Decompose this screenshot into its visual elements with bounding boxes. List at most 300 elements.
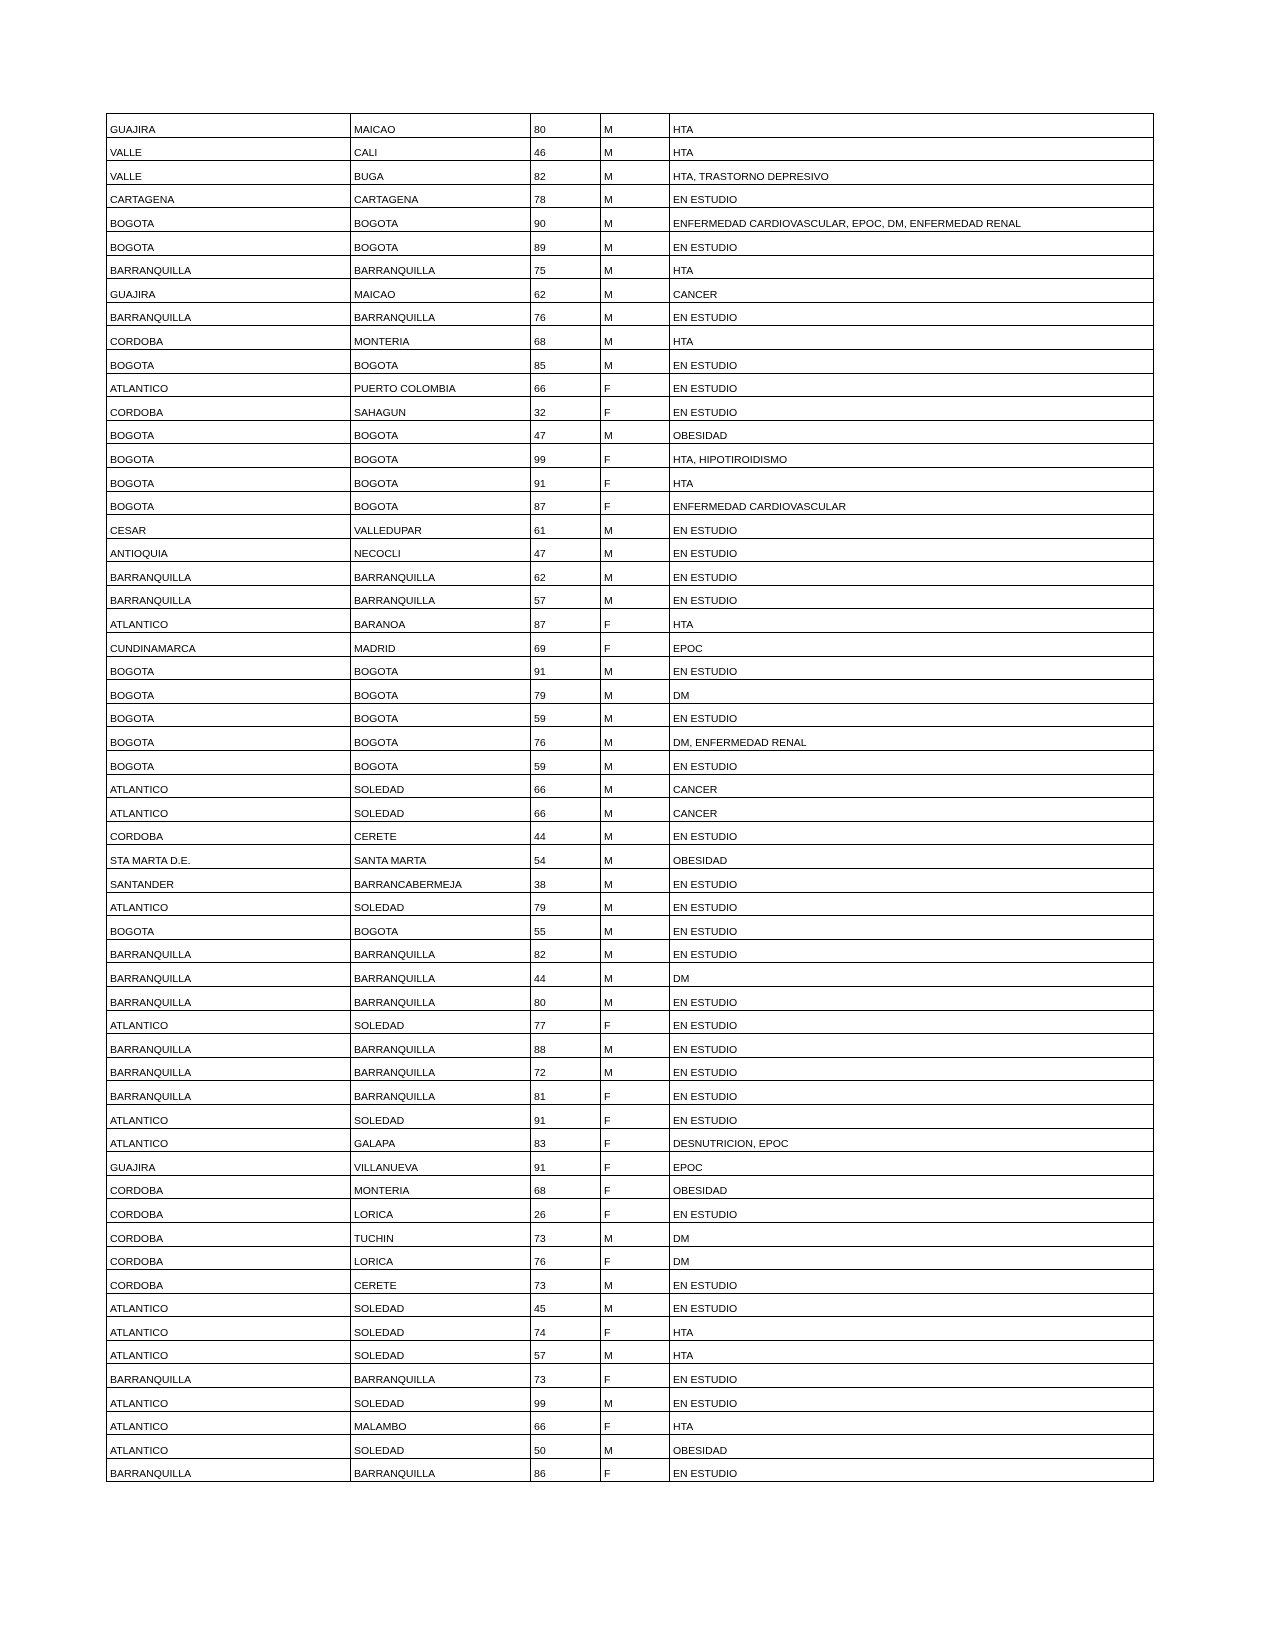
sex-cell-text: M (604, 760, 613, 773)
condition-cell-text: EN ESTUDIO (673, 878, 738, 891)
department-cell-text: ATLANTICO (110, 1350, 169, 1363)
municipality-cell-text: MONTERIA (354, 1185, 410, 1198)
municipality-cell (351, 963, 531, 987)
condition-cell-text: CANCER (673, 288, 718, 301)
condition-cell (670, 491, 1154, 515)
municipality-cell-text: BARANOA (354, 619, 406, 632)
department-cell-text: BARRANQUILLA (110, 265, 192, 278)
municipality-cell (351, 1152, 531, 1176)
municipality-cell (351, 279, 531, 303)
department-cell (107, 751, 351, 775)
municipality-cell (351, 1222, 531, 1246)
sex-cell-text: M (604, 831, 613, 844)
condition-cell (670, 161, 1154, 185)
department-cell (107, 1222, 351, 1246)
condition-cell (670, 467, 1154, 491)
municipality-cell-text: MALAMBO (354, 1421, 407, 1434)
table-row (107, 538, 1154, 562)
condition-cell-text: EN ESTUDIO (673, 1208, 738, 1221)
age-cell (531, 1104, 601, 1128)
sex-cell (601, 703, 670, 727)
department-cell (107, 114, 351, 138)
age-cell-text: 77 (534, 1020, 546, 1033)
age-cell-text: 66 (534, 784, 546, 797)
age-cell-text: 80 (534, 996, 546, 1009)
age-cell (531, 703, 601, 727)
age-cell (531, 397, 601, 421)
age-cell (531, 137, 601, 161)
condition-cell (670, 184, 1154, 208)
sex-cell-text: M (604, 1279, 613, 1292)
department-cell (107, 231, 351, 255)
department-cell-text: CARTAGENA (110, 194, 175, 207)
age-cell-text: 50 (534, 1444, 546, 1457)
condition-cell-text: EN ESTUDIO (673, 1020, 738, 1033)
table-row (107, 609, 1154, 633)
condition-cell-text: HTA (673, 265, 694, 278)
condition-cell (670, 1152, 1154, 1176)
table-row (107, 585, 1154, 609)
age-cell-text: 90 (534, 217, 546, 230)
sex-cell-text: M (604, 359, 613, 372)
sex-cell (601, 1152, 670, 1176)
age-cell-text: 80 (534, 123, 546, 136)
sex-cell-text: M (604, 147, 613, 160)
municipality-cell (351, 420, 531, 444)
municipality-cell-text: BARRANQUILLA (354, 1067, 436, 1080)
municipality-cell-text: BARRANQUILLA (354, 265, 436, 278)
sex-cell-text: M (604, 194, 613, 207)
age-cell (531, 373, 601, 397)
table-row (107, 420, 1154, 444)
age-cell-text: 59 (534, 713, 546, 726)
municipality-cell (351, 373, 531, 397)
municipality-cell-text: SOLEDAD (354, 1326, 405, 1339)
age-cell (531, 467, 601, 491)
department-cell-text: ATLANTICO (110, 1138, 169, 1151)
municipality-cell-text: LORICA (354, 1256, 394, 1269)
table-row (107, 562, 1154, 586)
condition-cell (670, 1222, 1154, 1246)
data-table (106, 113, 1154, 1482)
sex-cell (601, 633, 670, 657)
age-cell-text: 82 (534, 949, 546, 962)
table-row (107, 373, 1154, 397)
municipality-cell-text: MAICAO (354, 123, 396, 136)
department-cell (107, 349, 351, 373)
age-cell-text: 91 (534, 1161, 546, 1174)
municipality-cell-text: BARRANQUILLA (354, 1374, 436, 1387)
condition-cell-text: HTA, TRASTORNO DEPRESIVO (673, 170, 829, 183)
municipality-cell-text: BOGOTA (354, 430, 399, 443)
sex-cell (601, 538, 670, 562)
table-row (107, 727, 1154, 751)
department-cell-text: BARRANQUILLA (110, 1043, 192, 1056)
municipality-cell-text: BARRANQUILLA (354, 1043, 436, 1056)
age-cell (531, 1034, 601, 1058)
municipality-cell-text: BARRANQUILLA (354, 1090, 436, 1103)
age-cell (531, 1246, 601, 1270)
sex-cell (601, 1435, 670, 1459)
municipality-cell-text: NECOCLI (354, 548, 401, 561)
sex-cell-text: F (604, 1326, 611, 1339)
department-cell (107, 1128, 351, 1152)
table-row (107, 1057, 1154, 1081)
table-row (107, 1458, 1154, 1482)
department-cell-text: ATLANTICO (110, 902, 169, 915)
department-cell (107, 255, 351, 279)
department-cell-text: BOGOTA (110, 241, 155, 254)
condition-cell (670, 562, 1154, 586)
age-cell-text: 74 (534, 1326, 546, 1339)
sex-cell (601, 326, 670, 350)
municipality-cell (351, 1128, 531, 1152)
condition-cell-text: OBESIDAD (673, 1185, 728, 1198)
sex-cell (601, 1364, 670, 1388)
condition-cell-text: EN ESTUDIO (673, 1043, 738, 1056)
department-cell (107, 208, 351, 232)
age-cell (531, 562, 601, 586)
sex-cell-text: F (604, 1208, 611, 1221)
age-cell-text: 76 (534, 737, 546, 750)
condition-cell (670, 1010, 1154, 1034)
sex-cell-text: F (604, 1090, 611, 1103)
municipality-cell (351, 609, 531, 633)
age-cell (531, 963, 601, 987)
sex-cell (601, 939, 670, 963)
condition-cell-text: EPOC (673, 642, 703, 655)
condition-cell-text: EN ESTUDIO (673, 548, 738, 561)
department-cell-text: BARRANQUILLA (110, 1374, 192, 1387)
condition-cell-text: EN ESTUDIO (673, 383, 738, 396)
age-cell-text: 47 (534, 430, 546, 443)
age-cell-text: 73 (534, 1374, 546, 1387)
department-cell-text: STA MARTA D.E. (110, 855, 191, 867)
department-cell-text: CORDOBA (110, 335, 164, 348)
department-cell (107, 609, 351, 633)
department-cell-text: CORDOBA (110, 831, 164, 844)
municipality-cell (351, 1388, 531, 1412)
sex-cell-text: M (604, 524, 613, 537)
department-cell-text: ATLANTICO (110, 1114, 169, 1127)
table-row (107, 444, 1154, 468)
condition-cell (670, 444, 1154, 468)
table-row (107, 491, 1154, 515)
department-cell-text: ATLANTICO (110, 1020, 169, 1033)
age-cell (531, 939, 601, 963)
sex-cell (601, 821, 670, 845)
table-row (107, 633, 1154, 657)
condition-cell-text: EN ESTUDIO (673, 1303, 738, 1316)
municipality-cell (351, 515, 531, 539)
department-cell-text: BARRANQUILLA (110, 1090, 192, 1103)
table-row (107, 467, 1154, 491)
age-cell (531, 302, 601, 326)
condition-cell-text: EN ESTUDIO (673, 996, 738, 1009)
department-cell-text: GUAJIRA (110, 123, 156, 136)
table-row (107, 349, 1154, 373)
data-sheet (106, 113, 1153, 1482)
table-row (107, 656, 1154, 680)
age-cell (531, 538, 601, 562)
municipality-cell-text: CARTAGENA (354, 194, 419, 207)
age-cell-text: 57 (534, 595, 546, 608)
table-row (107, 774, 1154, 798)
department-cell (107, 633, 351, 657)
municipality-cell (351, 444, 531, 468)
sex-cell-text: F (604, 1185, 611, 1198)
condition-cell (670, 1104, 1154, 1128)
condition-cell (670, 751, 1154, 775)
condition-cell-text: OBESIDAD (673, 430, 728, 443)
condition-cell (670, 1458, 1154, 1482)
table-row (107, 869, 1154, 893)
age-cell-text: 91 (534, 477, 546, 490)
condition-cell-text: HTA (673, 477, 694, 490)
sex-cell (601, 1081, 670, 1105)
municipality-cell-text: BARRANQUILLA (354, 949, 436, 962)
municipality-cell (351, 1340, 531, 1364)
age-cell-text: 79 (534, 689, 546, 702)
sex-cell (601, 349, 670, 373)
condition-cell (670, 821, 1154, 845)
sex-cell-text: F (604, 406, 611, 419)
condition-cell-text: EN ESTUDIO (673, 571, 738, 584)
table-row (107, 1128, 1154, 1152)
table-row (107, 1175, 1154, 1199)
age-cell-text: 99 (534, 1397, 546, 1410)
municipality-cell-text: BOGOTA (354, 359, 399, 372)
condition-cell-text: HTA (673, 147, 694, 160)
age-cell-text: 87 (534, 501, 546, 514)
condition-cell (670, 397, 1154, 421)
municipality-cell (351, 255, 531, 279)
sex-cell (601, 1199, 670, 1223)
sex-cell (601, 444, 670, 468)
age-cell-text: 54 (534, 855, 546, 867)
department-cell (107, 892, 351, 916)
table-row (107, 751, 1154, 775)
table-row (107, 231, 1154, 255)
age-cell (531, 184, 601, 208)
sex-cell-text: M (604, 241, 613, 254)
municipality-cell (351, 1270, 531, 1294)
age-cell (531, 916, 601, 940)
age-cell-text: 66 (534, 1421, 546, 1434)
sex-cell-text: F (604, 1020, 611, 1033)
age-cell-text: 62 (534, 571, 546, 584)
department-cell (107, 1458, 351, 1482)
department-cell (107, 1317, 351, 1341)
department-cell (107, 326, 351, 350)
sex-cell (601, 1057, 670, 1081)
age-cell (531, 656, 601, 680)
municipality-cell-text: BOGOTA (354, 925, 399, 938)
condition-cell (670, 798, 1154, 822)
municipality-cell-text: SOLEDAD (354, 807, 405, 820)
age-cell-text: 44 (534, 831, 546, 844)
table-row (107, 963, 1154, 987)
age-cell-text: 82 (534, 170, 546, 183)
municipality-cell (351, 703, 531, 727)
department-cell (107, 279, 351, 303)
department-cell (107, 137, 351, 161)
department-cell (107, 1010, 351, 1034)
municipality-cell (351, 892, 531, 916)
condition-cell (670, 515, 1154, 539)
sex-cell (601, 1175, 670, 1199)
condition-cell-text: EN ESTUDIO (673, 831, 738, 844)
condition-cell-text: HTA, HIPOTIROIDISMO (673, 453, 788, 466)
sex-cell (601, 1010, 670, 1034)
condition-cell-text: HTA (673, 1421, 694, 1434)
condition-cell (670, 420, 1154, 444)
sex-cell (601, 1246, 670, 1270)
table-row (107, 114, 1154, 138)
age-cell (531, 161, 601, 185)
department-cell (107, 1435, 351, 1459)
municipality-cell-text: MONTERIA (354, 335, 410, 348)
municipality-cell (351, 1010, 531, 1034)
municipality-cell (351, 939, 531, 963)
municipality-cell-text: BOGOTA (354, 760, 399, 773)
age-cell (531, 751, 601, 775)
municipality-cell-text: CALI (354, 147, 378, 160)
municipality-cell (351, 774, 531, 798)
sex-cell-text: M (604, 666, 613, 679)
municipality-cell-text: BOGOTA (354, 737, 399, 750)
condition-cell (670, 208, 1154, 232)
condition-cell (670, 727, 1154, 751)
age-cell (531, 231, 601, 255)
department-cell-text: CORDOBA (110, 406, 164, 419)
table-row (107, 1364, 1154, 1388)
age-cell (531, 349, 601, 373)
department-cell-text: BOGOTA (110, 477, 155, 490)
age-cell-text: 73 (534, 1279, 546, 1292)
municipality-cell (351, 1034, 531, 1058)
department-cell-text: CORDOBA (110, 1256, 164, 1269)
age-cell (531, 727, 601, 751)
age-cell (531, 420, 601, 444)
municipality-cell (351, 916, 531, 940)
municipality-cell-text: SOLEDAD (354, 1020, 405, 1033)
table-row (107, 845, 1154, 869)
table-row (107, 161, 1154, 185)
table-row (107, 1435, 1154, 1459)
sex-cell-text: M (604, 312, 613, 325)
department-cell (107, 656, 351, 680)
condition-cell-text: HTA (673, 335, 694, 348)
municipality-cell-text: SOLEDAD (354, 1444, 405, 1457)
municipality-cell-text: BOGOTA (354, 453, 399, 466)
age-cell-text: 62 (534, 288, 546, 301)
sex-cell (601, 751, 670, 775)
condition-cell-text: EN ESTUDIO (673, 1090, 738, 1103)
table-row (107, 1388, 1154, 1412)
department-cell (107, 467, 351, 491)
department-cell-text: BARRANQUILLA (110, 972, 192, 985)
condition-cell-text: HTA (673, 1326, 694, 1339)
sex-cell-text: F (604, 619, 611, 632)
age-cell (531, 1317, 601, 1341)
sex-cell-text: M (604, 1303, 613, 1316)
condition-cell-text: CANCER (673, 807, 718, 820)
department-cell (107, 444, 351, 468)
condition-cell (670, 1081, 1154, 1105)
department-cell-text: ATLANTICO (110, 1303, 169, 1316)
table-row (107, 1104, 1154, 1128)
condition-cell-text: EN ESTUDIO (673, 524, 738, 537)
sex-cell (601, 279, 670, 303)
municipality-cell (351, 1317, 531, 1341)
department-cell (107, 1057, 351, 1081)
department-cell-text: VALLE (110, 147, 142, 160)
age-cell (531, 208, 601, 232)
condition-cell-text: EN ESTUDIO (673, 1114, 738, 1127)
age-cell (531, 1435, 601, 1459)
department-cell-text: BOGOTA (110, 666, 155, 679)
department-cell (107, 373, 351, 397)
municipality-cell (351, 727, 531, 751)
condition-cell (670, 916, 1154, 940)
age-cell (531, 609, 601, 633)
age-cell-text: 47 (534, 548, 546, 561)
condition-cell (670, 349, 1154, 373)
table-row (107, 892, 1154, 916)
condition-cell-text: EN ESTUDIO (673, 312, 738, 325)
age-cell (531, 515, 601, 539)
municipality-cell-text: BARRANCABERMEJA (354, 878, 462, 891)
municipality-cell (351, 1435, 531, 1459)
sex-cell-text: M (604, 595, 613, 608)
municipality-cell-text: BARRANQUILLA (354, 595, 436, 608)
age-cell-text: 68 (534, 1185, 546, 1198)
age-cell-text: 66 (534, 383, 546, 396)
sex-cell (601, 137, 670, 161)
municipality-cell-text: VALLEDUPAR (354, 524, 422, 537)
department-cell (107, 161, 351, 185)
sex-cell (601, 869, 670, 893)
sex-cell (601, 1034, 670, 1058)
condition-cell (670, 1435, 1154, 1459)
municipality-cell-text: BARRANQUILLA (354, 972, 436, 985)
municipality-cell-text: CERETE (354, 831, 397, 844)
sex-cell-text: M (604, 548, 613, 561)
age-cell-text: 83 (534, 1138, 546, 1151)
age-cell (531, 114, 601, 138)
department-cell-text: CORDOBA (110, 1279, 164, 1292)
municipality-cell (351, 1293, 531, 1317)
sex-cell (601, 609, 670, 633)
department-cell (107, 1081, 351, 1105)
table-row (107, 939, 1154, 963)
condition-cell-text: EN ESTUDIO (673, 359, 738, 372)
age-cell (531, 845, 601, 869)
condition-cell-text: DM (673, 1256, 690, 1269)
sex-cell-text: M (604, 1067, 613, 1080)
sex-cell (601, 986, 670, 1010)
table-row (107, 916, 1154, 940)
department-cell-text: BARRANQUILLA (110, 996, 192, 1009)
sex-cell (601, 1270, 670, 1294)
department-cell-text: BOGOTA (110, 430, 155, 443)
department-cell-text: CORDOBA (110, 1232, 164, 1245)
table-row (107, 1081, 1154, 1105)
condition-cell (670, 1411, 1154, 1435)
age-cell-text: 32 (534, 406, 546, 419)
condition-cell-text: EN ESTUDIO (673, 241, 738, 254)
